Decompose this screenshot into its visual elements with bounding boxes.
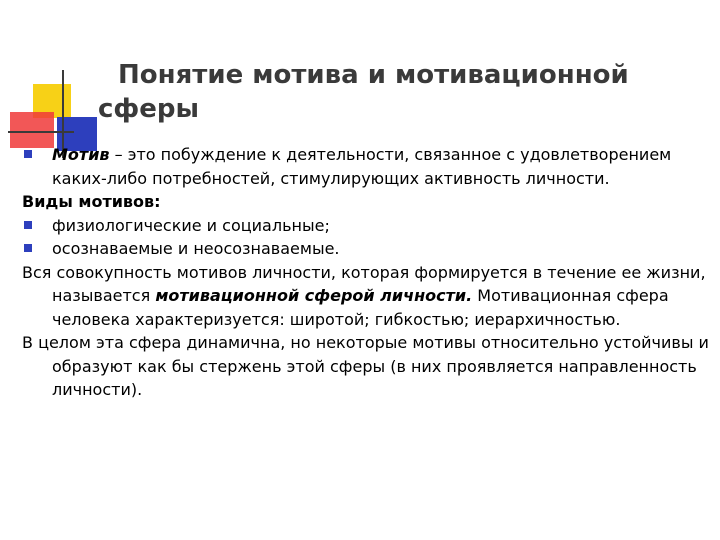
list-item-kind <box>22 237 712 261</box>
sphere-paragraph <box>22 261 712 332</box>
list-item-motive-definition <box>22 143 712 190</box>
bullet-icon <box>24 150 32 158</box>
kind-text: осознаваемые и неосознаваемые. <box>52 239 340 258</box>
bullet-icon <box>24 221 32 229</box>
conclusion-paragraph: В целом эта сфера динамична, но некоторые мотивы относительно устойчивы и образуют как бы стержень этой сферы (в них проявляется направленность личности). <box>22 333 709 399</box>
sphere-term: мотивационной сферой личности. <box>155 286 473 305</box>
slide-title <box>98 58 658 126</box>
kind-text: физиологические и социальные; <box>52 215 330 235</box>
title-line-2: сферы <box>98 94 199 124</box>
sphere-pre-text: Вся совокупность мотивов личности, которая формируется в течение ее жизни, называется <box>22 262 706 305</box>
title-line-1: Понятие мотива и мотивационной <box>118 60 629 90</box>
motive-definition-text: – это побуждение к деятельности, связанное с удовлетворением каких-либо потребностей, стимулирующих активность личности. <box>52 145 672 188</box>
bullet-icon <box>24 244 32 252</box>
decor-horizontal-line <box>8 131 74 133</box>
sphere-post-text: Мотивационная сфера человека характеризуется: широтой; гибкостью; иерархичностью. <box>52 286 669 329</box>
slide-body <box>22 143 712 402</box>
list-item-kind <box>22 214 712 238</box>
motive-term: Мотив <box>52 145 110 164</box>
kinds-heading: Виды мотивов: <box>22 192 161 211</box>
